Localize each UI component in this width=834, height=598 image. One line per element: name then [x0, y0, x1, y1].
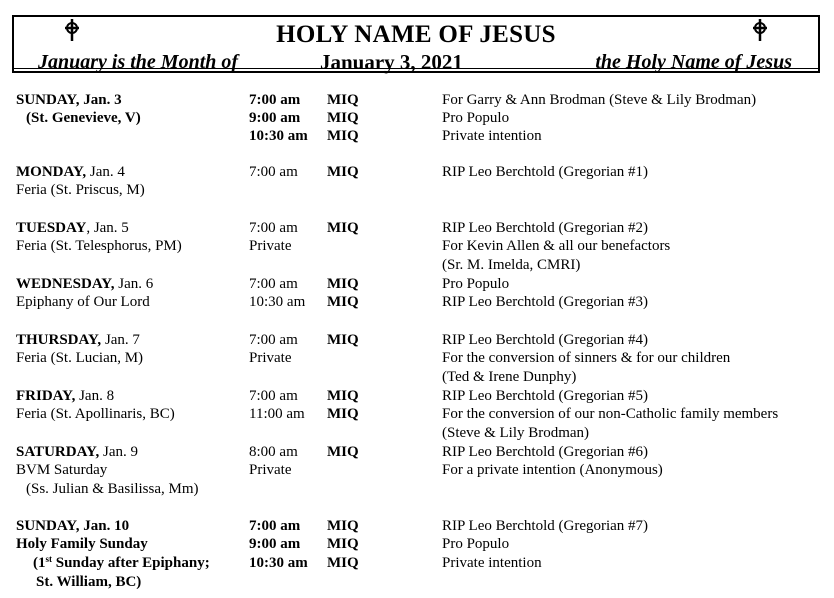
day-date: Jan. 8	[75, 388, 115, 404]
day-feast: (St. Genevieve, V)	[26, 110, 141, 126]
day-heading	[16, 443, 138, 461]
day-feast-cont: (Ss. Julian & Basilissa, Mm)	[26, 481, 199, 497]
mass-intention-cont: (Ted & Irene Dunphy)	[442, 369, 577, 385]
mass-time: 9:00 am	[249, 536, 301, 552]
mass-intention: RIP Leo Berchtold (Gregorian #7)	[442, 518, 649, 534]
day-feast: Feria (St. Telesphorus, PM)	[16, 238, 182, 254]
day-feast-cont	[33, 554, 210, 572]
miq-label: MIQ	[327, 332, 359, 348]
miq-label: MIQ	[327, 555, 359, 571]
day-date: Jan. 9	[99, 444, 138, 460]
miq-label: MIQ	[327, 164, 359, 180]
feast-ordinal: st	[45, 554, 52, 564]
mass-intention: For the conversion of sinners & for our children	[442, 350, 731, 366]
header-subtitle-left: January is the Month of	[38, 51, 239, 73]
mass-time: 7:00 am	[249, 92, 301, 108]
mass-time: Private	[249, 238, 292, 254]
mass-intention: RIP Leo Berchtold (Gregorian #3)	[442, 294, 649, 310]
day-heading	[16, 219, 129, 237]
day-date: , Jan. 5	[86, 220, 129, 236]
miq-label: MIQ	[327, 406, 359, 422]
feast-suffix: Sunday after Epiphany;	[52, 555, 210, 571]
mass-intention: For Kevin Allen & all our benefactors	[442, 238, 671, 254]
mass-intention: RIP Leo Berchtold (Gregorian #1)	[442, 164, 649, 180]
miq-label: MIQ	[327, 220, 359, 236]
day-heading	[16, 275, 153, 293]
day-heading	[16, 331, 140, 349]
day-name: WEDNESDAY,	[16, 276, 115, 292]
day-date: Jan. 6	[114, 276, 154, 292]
day-feast: Feria (St. Lucian, M)	[16, 350, 144, 366]
mass-intention: Pro Populo	[442, 536, 510, 552]
mass-intention-cont: (Steve & Lily Brodman)	[442, 425, 590, 441]
mass-time: 10:30 am	[249, 128, 308, 144]
day-date: Jan. 4	[86, 164, 125, 180]
mass-intention-cont: (Sr. M. Imelda, CMRI)	[442, 257, 581, 273]
day-feast: Holy Family Sunday	[16, 536, 148, 552]
mass-time: 8:00 am	[249, 444, 298, 460]
day-heading	[16, 163, 125, 181]
day-name: SATURDAY,	[16, 444, 100, 460]
miq-label: MIQ	[327, 128, 359, 144]
day-name: MONDAY,	[16, 164, 87, 180]
day-feast: Feria (St. Priscus, M)	[16, 182, 145, 198]
miq-label: MIQ	[327, 388, 359, 404]
mass-intention: Pro Populo	[442, 110, 510, 126]
header-date: January 3, 2021	[320, 50, 463, 74]
miq-label: MIQ	[327, 444, 359, 460]
miq-label: MIQ	[327, 276, 359, 292]
mass-time: 7:00 am	[249, 220, 298, 236]
day-name: THURSDAY,	[16, 332, 102, 348]
mass-intention: For the conversion of our non-Catholic family members	[442, 406, 779, 422]
day-feast-cont: St. William, BC)	[36, 574, 142, 590]
header-subtitle-right: the Holy Name of Jesus	[595, 51, 792, 73]
day-name: TUESDAY	[16, 220, 87, 236]
mass-time: 11:00 am	[249, 406, 305, 422]
mass-time: 7:00 am	[249, 276, 298, 292]
day-heading	[16, 387, 114, 405]
mass-time: 7:00 am	[249, 332, 298, 348]
mass-time: 10:30 am	[249, 294, 306, 310]
mass-intention: RIP Leo Berchtold (Gregorian #5)	[442, 388, 649, 404]
day-name: FRIDAY,	[16, 388, 76, 404]
mass-intention: Private intention	[442, 555, 542, 571]
day-feast: Feria (St. Apollinaris, BC)	[16, 406, 175, 422]
page-title: HOLY NAME OF JESUS	[276, 21, 556, 48]
mass-intention: RIP Leo Berchtold (Gregorian #6)	[442, 444, 649, 460]
miq-label: MIQ	[327, 110, 359, 126]
mass-intention: RIP Leo Berchtold (Gregorian #4)	[442, 332, 649, 348]
mass-time: 7:00 am	[249, 164, 298, 180]
mass-intention: For Garry & Ann Brodman (Steve & Lily Brodman)	[442, 92, 757, 108]
miq-label: MIQ	[327, 536, 359, 552]
miq-label: MIQ	[327, 92, 359, 108]
mass-intention: Private intention	[442, 128, 542, 144]
mass-intention: For a private intention (Anonymous)	[442, 462, 663, 478]
feast-prefix: (1	[33, 555, 46, 571]
day-heading: SUNDAY, Jan. 3	[16, 92, 122, 108]
mass-time: 10:30 am	[249, 555, 308, 571]
day-date: Jan. 7	[101, 332, 140, 348]
mass-time: 7:00 am	[249, 388, 298, 404]
day-feast: Epiphany of Our Lord	[16, 294, 150, 310]
mass-time: 7:00 am	[249, 518, 301, 534]
miq-label: MIQ	[327, 294, 359, 310]
miq-label: MIQ	[327, 518, 359, 534]
mass-time: Private	[249, 350, 292, 366]
day-feast: BVM Saturday	[16, 462, 108, 478]
mass-intention: RIP Leo Berchtold (Gregorian #2)	[442, 220, 649, 236]
mass-time: Private	[249, 462, 292, 478]
mass-intention: Pro Populo	[442, 276, 510, 292]
day-heading: SUNDAY, Jan. 10	[16, 518, 130, 534]
mass-time: 9:00 am	[249, 110, 301, 126]
